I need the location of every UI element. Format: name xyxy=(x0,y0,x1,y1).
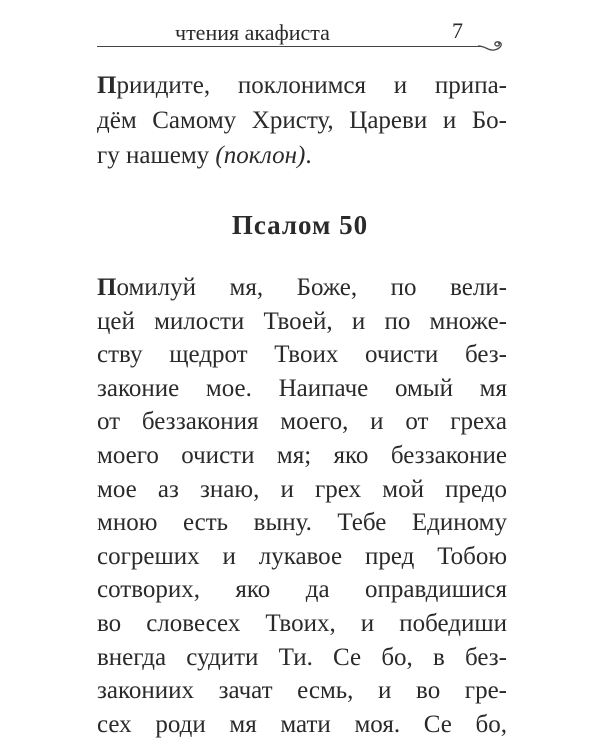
text-line: дём Самому Христу, Цареви и Бо- xyxy=(97,107,507,134)
text-line: сотворих, яко да оправдишися xyxy=(97,576,507,604)
section-heading: Псалом 50 xyxy=(231,210,369,240)
italic-note: (поклон) xyxy=(215,142,306,169)
flourish-ornament-icon xyxy=(478,38,508,54)
running-header-title: чтения акафиста xyxy=(175,20,330,45)
text-line: ству щедрот Твоих очисти без- xyxy=(97,341,507,369)
text-line: гу нашему (поклон). xyxy=(97,142,312,169)
text-line: во словесех Твоих, и победиши xyxy=(97,610,507,637)
text-line: мое аз знаю, и грех мой предо xyxy=(97,475,507,503)
text-line: от беззакония моего, и от греха xyxy=(97,408,507,436)
text-line: законие мое. Наипаче омый мя xyxy=(97,374,507,402)
text-line: сех роди мя мати моя. Се бо, xyxy=(97,710,507,738)
drop-initial: П xyxy=(97,274,117,301)
text-line: согреших и лукавое пред Тобою xyxy=(97,542,507,570)
text-line: Помилуй мя, Боже, по вели- xyxy=(97,274,507,301)
drop-initial: П xyxy=(97,72,117,99)
header-rule xyxy=(97,46,482,47)
text-line: закониих зачат есмь, и во гре- xyxy=(97,677,507,705)
text-line: мною есть выну. Тебе Единому xyxy=(97,509,507,537)
text-line: моего очисти мя; яко беззаконие xyxy=(97,442,507,469)
text-line: внегда судити Ти. Се бо, в без- xyxy=(97,643,507,671)
text-line: Приидите, поклонимся и припа- xyxy=(97,72,507,99)
page-number: 7 xyxy=(452,18,463,43)
text-line: цей милости Твоей, и по множе- xyxy=(97,307,507,335)
